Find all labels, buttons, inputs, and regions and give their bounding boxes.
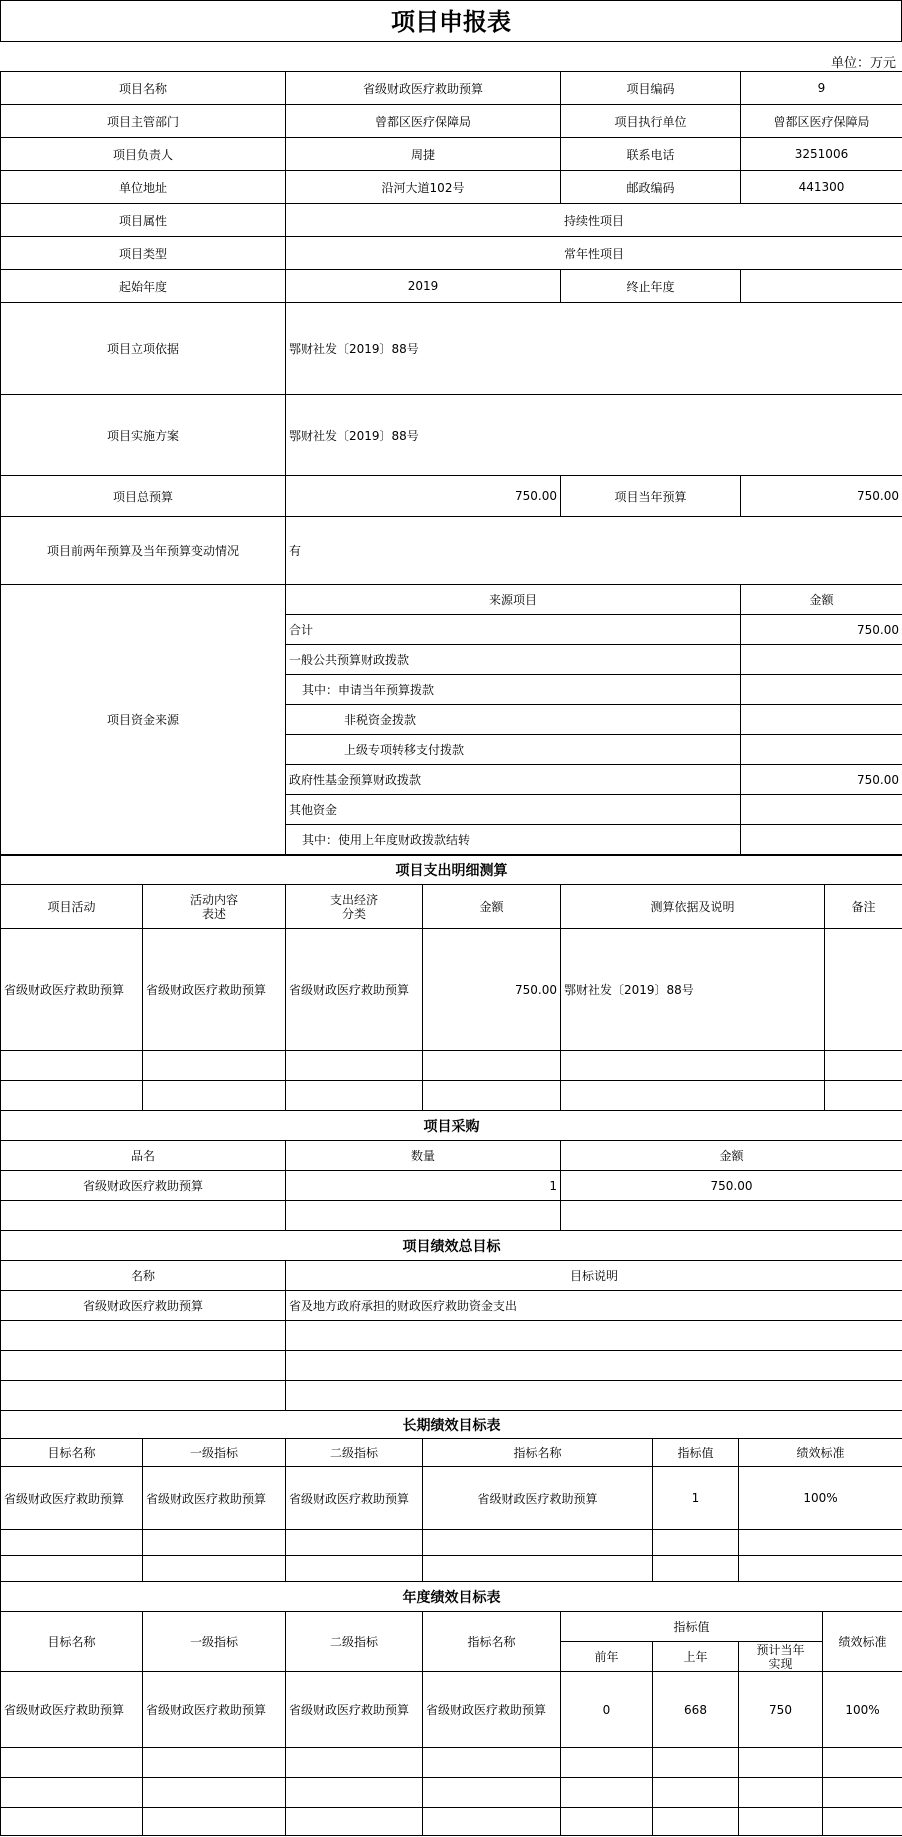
annual-subheader: 上年: [653, 1642, 739, 1672]
funds-source: 其中：申请当年预算拨款: [286, 675, 741, 705]
longterm-cell: 省级财政医疗救助预算: [143, 1467, 286, 1530]
funds-amount: 750.00: [741, 765, 902, 795]
annual-header: 目标名称: [1, 1612, 143, 1672]
expense-amount: 750.00: [423, 929, 561, 1051]
funds-amount: [741, 795, 902, 825]
annual-subheader: 预计当年 实现: [739, 1642, 823, 1672]
form-title: 项目申报表: [0, 0, 902, 42]
expense-activity: 省级财政医疗救助预算: [1, 929, 143, 1051]
label-type: 项目类型: [1, 237, 286, 270]
purchase-header: 金额: [561, 1141, 902, 1171]
label-exec: 项目执行单位: [561, 105, 741, 138]
table-row: [1, 929, 902, 1051]
annual-header: 绩效标准: [823, 1612, 902, 1672]
table-row: [1, 1530, 902, 1556]
table-row: [1, 856, 902, 885]
value-phone: 3251006: [741, 138, 902, 171]
longterm-table: [0, 1410, 902, 1582]
table-row: [1, 1467, 902, 1530]
longterm-header: 指标名称: [423, 1439, 653, 1467]
funds-amount: [741, 645, 902, 675]
section-title-goal: 项目绩效总目标: [1, 1231, 902, 1261]
label-zip: 邮政编码: [561, 171, 741, 204]
funds-source: 非税资金拨款: [286, 705, 741, 735]
purchase-table: [0, 1110, 902, 1231]
section-title-longterm: 长期绩效目标表: [1, 1411, 902, 1439]
annual-header: 指标值: [561, 1612, 823, 1642]
label-project-name: 项目名称: [1, 72, 286, 105]
table-row: [1, 476, 902, 517]
value-basis: 鄂财社发〔2019〕88号: [286, 303, 902, 395]
table-row: [1, 585, 902, 615]
expense-content: 省级财政医疗救助预算: [143, 929, 286, 1051]
value-start: 2019: [286, 270, 561, 303]
longterm-header: 目标名称: [1, 1439, 143, 1467]
expense-header: 金额: [423, 885, 561, 929]
value-year-budget: 750.00: [741, 476, 902, 517]
purchase-header: 品名: [1, 1141, 286, 1171]
annual-cell: 省级财政医疗救助预算: [423, 1672, 561, 1748]
section-title-purchase: 项目采购: [1, 1111, 902, 1141]
purchase-item: 省级财政医疗救助预算: [1, 1171, 286, 1201]
funds-source: 其中：使用上年度财政拨款结转: [286, 825, 741, 855]
purchase-amount: 750.00: [561, 1171, 902, 1201]
annual-cell: 0: [561, 1672, 653, 1748]
funds-amount: 750.00: [741, 615, 902, 645]
funds-amount: [741, 825, 902, 855]
expense-header: 支出经济 分类: [286, 885, 423, 929]
table-row: [1, 1556, 902, 1582]
expense-header: 备注: [825, 885, 902, 929]
table-row: [1, 270, 902, 303]
funds-amount: [741, 735, 902, 765]
table-row: [1, 72, 902, 105]
value-project-code: 9: [741, 72, 902, 105]
expense-header: 测算依据及说明: [561, 885, 825, 929]
table-row: [1, 1439, 902, 1467]
purchase-qty: 1: [286, 1171, 561, 1201]
goal-header: 目标说明: [286, 1261, 902, 1291]
longterm-header: 绩效标准: [739, 1439, 902, 1467]
expense-econ: 省级财政医疗救助预算: [286, 929, 423, 1051]
value-zip: 441300: [741, 171, 902, 204]
annual-cell: 省级财政医疗救助预算: [143, 1672, 286, 1748]
funds-header-source: 来源项目: [286, 585, 741, 615]
value-type: 常年性项目: [286, 237, 902, 270]
value-plan: 鄂财社发〔2019〕88号: [286, 395, 902, 476]
label-owner: 项目负责人: [1, 138, 286, 171]
annual-cell: 省级财政医疗救助预算: [286, 1672, 423, 1748]
funds-amount: [741, 705, 902, 735]
label-phone: 联系电话: [561, 138, 741, 171]
expense-table: [0, 855, 902, 1111]
value-change: 有: [286, 517, 902, 585]
table-row: [1, 1381, 902, 1411]
annual-table: [0, 1581, 902, 1836]
table-row: [1, 303, 902, 395]
annual-cell: 省级财政医疗救助预算: [1, 1672, 143, 1748]
longterm-cell: 1: [653, 1467, 739, 1530]
expense-basis: 鄂财社发〔2019〕88号: [561, 929, 825, 1051]
table-row: [1, 1081, 902, 1111]
purchase-header: 数量: [286, 1141, 561, 1171]
unit-label: 单位：万元: [830, 56, 896, 71]
table-row: [1, 1111, 902, 1141]
funds-source: 其他资金: [286, 795, 741, 825]
table-row: [1, 1778, 902, 1808]
section-title-annual: 年度绩效目标表: [1, 1582, 902, 1612]
table-row: [1, 1291, 902, 1321]
value-address: 沿河大道102号: [286, 171, 561, 204]
expense-note: [825, 929, 902, 1051]
table-row: [1, 1171, 902, 1201]
info-table: [0, 71, 902, 855]
table-row: [1, 1051, 902, 1081]
section-title-expense: 项目支出明细测算: [1, 856, 902, 885]
annual-header: 二级指标: [286, 1612, 423, 1672]
goal-header: 名称: [1, 1261, 286, 1291]
annual-cell: 668: [653, 1672, 739, 1748]
table-row: [1, 1582, 902, 1612]
goal-table: [0, 1230, 902, 1411]
table-row: [1, 171, 902, 204]
label-attr: 项目属性: [1, 204, 286, 237]
table-row: [1, 1201, 902, 1231]
table-row: [1, 105, 902, 138]
longterm-cell: 100%: [739, 1467, 902, 1530]
table-row: [1, 1808, 902, 1836]
table-row: [1, 1612, 902, 1642]
label-funds: 项目资金来源: [1, 585, 286, 855]
funds-source: 一般公共预算财政拨款: [286, 645, 741, 675]
label-address: 单位地址: [1, 171, 286, 204]
longterm-header: 指标值: [653, 1439, 739, 1467]
annual-subheader: 前年: [561, 1642, 653, 1672]
table-row: [1, 885, 902, 929]
table-row: [1, 237, 902, 270]
funds-source: 上级专项转移支付拨款: [286, 735, 741, 765]
table-row: [1, 1321, 902, 1351]
expense-header: 活动内容 表述: [143, 885, 286, 929]
label-change: 项目前两年预算及当年预算变动情况: [1, 517, 286, 585]
label-end: 终止年度: [561, 270, 741, 303]
label-project-code: 项目编码: [561, 72, 741, 105]
label-dept: 项目主管部门: [1, 105, 286, 138]
table-row: [1, 204, 902, 237]
value-dept: 曾都区医疗保障局: [286, 105, 561, 138]
label-start: 起始年度: [1, 270, 286, 303]
funds-amount: [741, 675, 902, 705]
label-plan: 项目实施方案: [1, 395, 286, 476]
table-row: [1, 395, 902, 476]
value-owner: 周捷: [286, 138, 561, 171]
table-row: [1, 1141, 902, 1171]
value-end: [741, 270, 902, 303]
funds-source: 合计: [286, 615, 741, 645]
table-row: [1, 1261, 902, 1291]
table-row: [1, 1672, 902, 1748]
longterm-cell: 省级财政医疗救助预算: [423, 1467, 653, 1530]
value-attr: 持续性项目: [286, 204, 902, 237]
goal-desc: 省及地方政府承担的财政医疗救助资金支出: [286, 1291, 902, 1321]
expense-header: 项目活动: [1, 885, 143, 929]
table-row: [1, 138, 902, 171]
table-row: [1, 1748, 902, 1778]
longterm-cell: 省级财政医疗救助预算: [1, 1467, 143, 1530]
label-total: 项目总预算: [1, 476, 286, 517]
annual-cell: 750: [739, 1672, 823, 1748]
longterm-cell: 省级财政医疗救助预算: [286, 1467, 423, 1530]
value-total: 750.00: [286, 476, 561, 517]
longterm-header: 二级指标: [286, 1439, 423, 1467]
funds-source: 政府性基金预算财政拨款: [286, 765, 741, 795]
label-basis: 项目立项依据: [1, 303, 286, 395]
goal-name: 省级财政医疗救助预算: [1, 1291, 286, 1321]
label-year-budget: 项目当年预算: [561, 476, 741, 517]
value-exec: 曾都区医疗保障局: [741, 105, 902, 138]
annual-header: 一级指标: [143, 1612, 286, 1672]
funds-header-amount: 金额: [741, 585, 902, 615]
table-row: [1, 1411, 902, 1439]
table-row: [1, 517, 902, 585]
table-row: [1, 1351, 902, 1381]
annual-header: 指标名称: [423, 1612, 561, 1672]
table-row: [1, 1231, 902, 1261]
annual-cell: 100%: [823, 1672, 902, 1748]
longterm-header: 一级指标: [143, 1439, 286, 1467]
value-project-name: 省级财政医疗救助预算: [286, 72, 561, 105]
